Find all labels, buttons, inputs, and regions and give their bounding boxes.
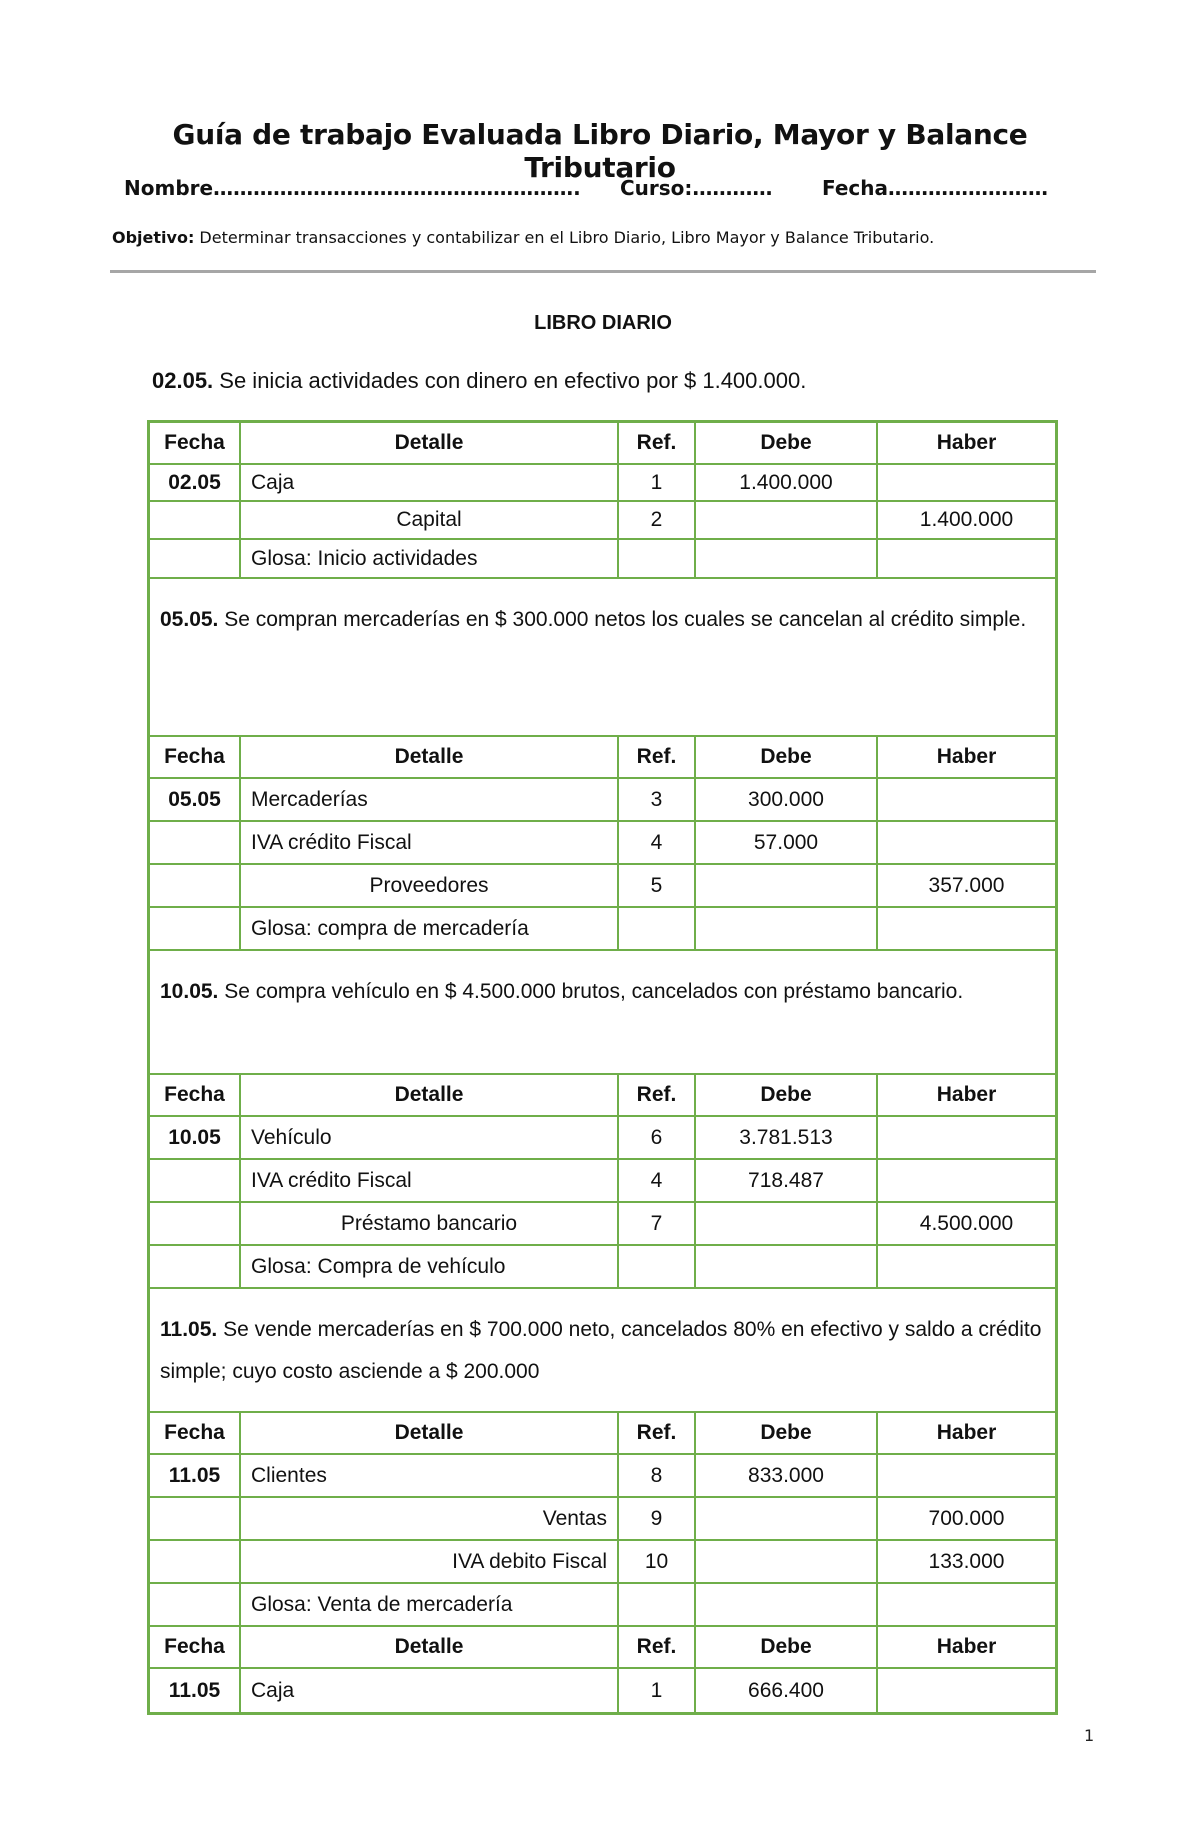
- table-row: [150, 908, 1055, 951]
- cell-ref: 4: [619, 1160, 696, 1201]
- table-row: [150, 779, 1055, 822]
- table-row: [150, 1203, 1055, 1246]
- table-header-row: [150, 737, 1055, 779]
- cell-ref: 1: [619, 1669, 696, 1712]
- header-haber: Haber: [936, 431, 997, 454]
- cell-haber: [878, 908, 1055, 949]
- table-row: [150, 1584, 1055, 1627]
- table-header-row: [150, 423, 1055, 465]
- header-debe: Debe: [696, 737, 878, 777]
- transaction-date: 02.05.: [152, 368, 214, 393]
- cell-haber: [878, 779, 1055, 820]
- cell-ref: 8: [619, 1455, 696, 1496]
- cell-glosa: Glosa: Venta de mercadería: [241, 1584, 619, 1625]
- cell-fecha: [150, 1584, 241, 1625]
- header-fecha: Fecha: [150, 1627, 241, 1667]
- header-fecha: Fecha: [150, 423, 241, 463]
- objective-label: Objetivo:: [112, 228, 195, 247]
- cell-ref: [619, 908, 696, 949]
- cell-ref: 3: [619, 779, 696, 820]
- objective-text: Determinar transacciones y contabilizar en el Libro Diario, Libro Mayor y Balance Tributario.: [194, 228, 935, 247]
- course-field: Curso:…………: [620, 176, 773, 200]
- table-row: [150, 1541, 1055, 1584]
- cell-detalle: IVA debito Fiscal: [241, 1541, 619, 1582]
- cell-ref: 5: [619, 865, 696, 906]
- cell-debe: [696, 865, 878, 906]
- journal-ledger: [147, 420, 1058, 1715]
- cell-haber: [878, 1584, 1055, 1625]
- name-field: Nombre……………………………………………….: [124, 176, 581, 200]
- table-row: [150, 540, 1055, 579]
- cell-glosa: Glosa: Compra de vehículo: [241, 1246, 619, 1287]
- horizontal-divider: [110, 270, 1096, 273]
- cell-debe: 1.400.000: [696, 465, 878, 500]
- cell-debe: [696, 1498, 878, 1539]
- header-detalle: Detalle: [241, 737, 619, 777]
- table-header-row: [150, 1627, 1055, 1669]
- cell-debe: 666.400: [696, 1669, 878, 1712]
- header-debe: Debe: [696, 1627, 878, 1667]
- cell-ref: [619, 1246, 696, 1287]
- cell-haber: [878, 1669, 1055, 1712]
- transaction-text: Se compran mercaderías en $ 300.000 netos los cuales se cancelan al crédito simple.: [218, 608, 1027, 631]
- header-haber: Haber: [936, 1083, 997, 1106]
- transaction-description-1: [152, 368, 806, 394]
- header-detalle: Detalle: [241, 1627, 619, 1667]
- header-ref: Ref.: [619, 737, 696, 777]
- cell-ref: [619, 540, 696, 577]
- table-row: [150, 822, 1055, 865]
- header-ref: Ref.: [619, 1413, 696, 1453]
- table-row: [150, 1117, 1055, 1160]
- cell-glosa: Glosa: compra de mercadería: [241, 908, 619, 949]
- cell-haber: 4.500.000: [919, 1211, 1014, 1235]
- cell-detalle: IVA crédito Fiscal: [241, 822, 619, 863]
- table-row: [150, 1160, 1055, 1203]
- cell-debe: [696, 540, 878, 577]
- header-debe: Debe: [696, 1075, 878, 1115]
- table-row: [150, 1246, 1055, 1289]
- cell-debe: 718.487: [696, 1160, 878, 1201]
- cell-fecha: [150, 822, 241, 863]
- cell-fecha: 11.05: [150, 1455, 241, 1496]
- header-haber: Haber: [936, 1635, 997, 1658]
- header-fecha: Fecha: [150, 737, 241, 777]
- table-row: [150, 465, 1055, 502]
- header-detalle: Detalle: [241, 1413, 619, 1453]
- cell-detalle: Préstamo bancario: [241, 1203, 619, 1244]
- transaction-date: 11.05.: [160, 1318, 218, 1341]
- cell-haber: [878, 465, 1055, 500]
- transaction-description-3: [150, 951, 1055, 1075]
- cell-haber: [878, 1160, 1055, 1201]
- cell-debe: [696, 1584, 878, 1625]
- cell-detalle: Mercaderías: [241, 779, 619, 820]
- cell-ref: [619, 1584, 696, 1625]
- cell-debe: 57.000: [696, 822, 878, 863]
- cell-fecha: [150, 1498, 241, 1539]
- transaction-text: Se inicia actividades con dinero en efectivo por $ 1.400.000.: [213, 368, 807, 393]
- cell-ref: 4: [619, 822, 696, 863]
- cell-haber: [878, 540, 1055, 577]
- date-field: Fecha……………………: [822, 176, 1049, 200]
- cell-debe: [696, 1246, 878, 1287]
- cell-fecha: [150, 1160, 241, 1201]
- header-fecha: Fecha: [150, 1075, 241, 1115]
- header-ref: Ref.: [619, 1627, 696, 1667]
- cell-ref: 10: [619, 1541, 696, 1582]
- cell-detalle: Vehículo: [241, 1117, 619, 1158]
- transaction-date: 10.05.: [160, 980, 219, 1003]
- cell-debe: 833.000: [696, 1455, 878, 1496]
- transaction-text: Se vende mercaderías en $ 700.000 neto, cancelados 80% en efectivo y saldo a crédito simple; cuyo costo asciende a $ 200.000: [160, 1318, 1042, 1383]
- cell-haber: 133.000: [928, 1549, 1005, 1573]
- cell-ref: 7: [619, 1203, 696, 1244]
- cell-fecha: [150, 540, 241, 577]
- table-row: [150, 1455, 1055, 1498]
- header-detalle: Detalle: [241, 1075, 619, 1115]
- table-header-row: [150, 1413, 1055, 1455]
- cell-fecha: 11.05: [150, 1669, 241, 1712]
- cell-haber: 700.000: [928, 1506, 1005, 1530]
- header-fecha: Fecha: [150, 1413, 241, 1453]
- cell-haber: [878, 1117, 1055, 1158]
- cell-haber: [878, 1455, 1055, 1496]
- cell-ref: 6: [619, 1117, 696, 1158]
- header-haber: Haber: [936, 1421, 997, 1444]
- cell-debe: [696, 1541, 878, 1582]
- transaction-description-4: [150, 1289, 1055, 1413]
- cell-fecha: [150, 1203, 241, 1244]
- transaction-date: 05.05.: [160, 608, 219, 631]
- table-row: [150, 502, 1055, 540]
- cell-debe: [696, 1203, 878, 1244]
- cell-debe: 300.000: [696, 779, 878, 820]
- objective: [112, 228, 934, 247]
- cell-debe: [696, 908, 878, 949]
- table-row: [150, 1669, 1055, 1712]
- header-ref: Ref.: [619, 423, 696, 463]
- table-row: [150, 1498, 1055, 1541]
- cell-detalle: Caja: [241, 465, 619, 500]
- cell-detalle: Proveedores: [241, 865, 619, 906]
- cell-fecha: 02.05: [150, 465, 241, 500]
- section-title: LIBRO DIARIO: [534, 312, 672, 334]
- cell-haber: 1.400.000: [919, 508, 1014, 531]
- cell-ref: 9: [619, 1498, 696, 1539]
- header-detalle: Detalle: [241, 423, 619, 463]
- transaction-description-2: [150, 579, 1055, 737]
- cell-haber: 357.000: [928, 873, 1005, 897]
- cell-ref: 2: [619, 502, 696, 538]
- cell-haber: [878, 822, 1055, 863]
- cell-fecha: [150, 908, 241, 949]
- cell-haber: [878, 1246, 1055, 1287]
- table-row: [150, 865, 1055, 908]
- document-title: Guía de trabajo Evaluada Libro Diario, Mayor y Balance Tributario: [172, 118, 1028, 184]
- page-number: 1: [1084, 1726, 1095, 1745]
- cell-fecha: 05.05: [150, 779, 241, 820]
- cell-fecha: [150, 502, 241, 538]
- header-haber: Haber: [936, 745, 997, 768]
- cell-detalle: Capital: [241, 502, 619, 538]
- cell-detalle: Caja: [241, 1669, 619, 1712]
- cell-glosa: Glosa: Inicio actividades: [241, 540, 619, 577]
- cell-fecha: 10.05: [150, 1117, 241, 1158]
- cell-debe: [696, 502, 878, 538]
- transaction-text: Se compra vehículo en $ 4.500.000 brutos, cancelados con préstamo bancario.: [218, 980, 964, 1003]
- cell-fecha: [150, 1246, 241, 1287]
- header-debe: Debe: [696, 423, 878, 463]
- cell-fecha: [150, 1541, 241, 1582]
- cell-debe: 3.781.513: [696, 1117, 878, 1158]
- table-header-row: [150, 1075, 1055, 1117]
- header-ref: Ref.: [619, 1075, 696, 1115]
- cell-detalle: Clientes: [241, 1455, 619, 1496]
- cell-detalle: Ventas: [241, 1498, 619, 1539]
- cell-detalle: IVA crédito Fiscal: [241, 1160, 619, 1201]
- header-debe: Debe: [696, 1413, 878, 1453]
- cell-fecha: [150, 865, 241, 906]
- cell-ref: 1: [619, 465, 696, 500]
